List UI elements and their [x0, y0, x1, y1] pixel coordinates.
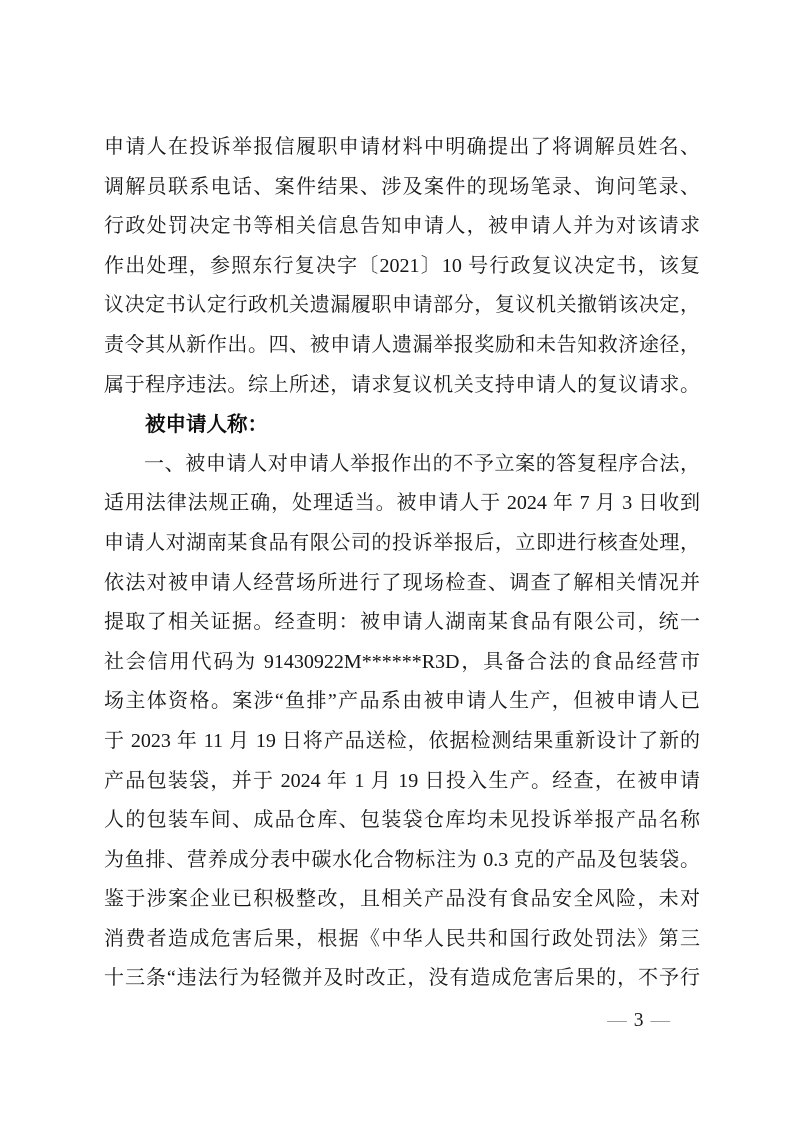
text-line: 作出处理，参照东行复决字〔2021〕10 号行政复议决定书，该复 [104, 254, 700, 277]
page-number-value: 3 [633, 1010, 644, 1031]
page-number-right-dash: — [650, 1010, 670, 1031]
text-line: 责令其从新作出。四、被申请人遗漏举报奖励和未告知救济途径， [104, 333, 700, 356]
text-line: 鉴于涉案企业已积极整改，且相关产品没有食品安全风险，未对 [104, 888, 700, 911]
text-line: 调解员联系电话、案件结果、涉及案件的现场笔录、询问笔录、 [104, 175, 700, 198]
page-number-left-dash: — [607, 1010, 627, 1031]
text-line: 社会信用代码为 91430922M******R3D，具备合法的食品经营市 [104, 650, 700, 673]
text-line: 申请人在投诉举报信履职申请材料中明确提出了将调解员姓名、 [104, 136, 700, 158]
text-line: 为鱼排、营养成分表中碳水化合物标注为 0.3 克的产品及包装袋。 [104, 848, 700, 871]
text-line: 十三条“违法行为轻微并及时改正，没有造成危害后果的，不予行 [104, 967, 700, 990]
text-line: 产品包装袋，并于 2024 年 1 月 19 日投入生产。经查，在被申请 [104, 769, 700, 792]
text-line: 人的包装车间、成品仓库、包装袋仓库均未见投诉举报产品名称 [104, 809, 700, 832]
applicant-claims-continuation [104, 128, 700, 405]
respondent-statement-body [104, 445, 700, 999]
text-line: 行政处罚决定书等相关信息告知申请人，被申请人并为对该请求 [104, 215, 700, 238]
text-line: 申请人对湖南某食品有限公司的投诉举报后，立即进行核查处理， [104, 531, 700, 554]
text-line: 属于程序违法。综上所述，请求复议机关支持申请人的复议请求。 [104, 373, 700, 396]
document-body [104, 128, 700, 999]
text-line: 场主体资格。案涉“鱼排”产品系由被申请人生产，但被申请人已 [104, 690, 700, 713]
text-line: 适用法律法规正确，处理适当。被申请人于 2024 年 7 月 3 日收到 [104, 492, 700, 515]
respondent-statement-heading [104, 405, 700, 445]
text-line: 一、被申请人对申请人举报作出的不予立案的答复程序合法， [144, 452, 700, 475]
text-line: 被申请人称： [145, 413, 268, 437]
text-line: 提取了相关证据。经查明：被申请人湖南某食品有限公司，统一 [104, 611, 700, 634]
text-line: 消费者造成危害后果，根据《中华人民共和国行政处罚法》第三 [104, 927, 700, 950]
text-line: 依法对被申请人经营场所进行了现场检查、调查了解相关情况并 [104, 571, 700, 594]
page-number [607, 1006, 670, 1036]
text-line: 议决定书认定行政机关遗漏履职申请部分，复议机关撤销该决定， [104, 294, 700, 317]
text-line: 于 2023 年 11 月 19 日将产品送检，依据检测结果重新设计了新的 [104, 729, 700, 752]
